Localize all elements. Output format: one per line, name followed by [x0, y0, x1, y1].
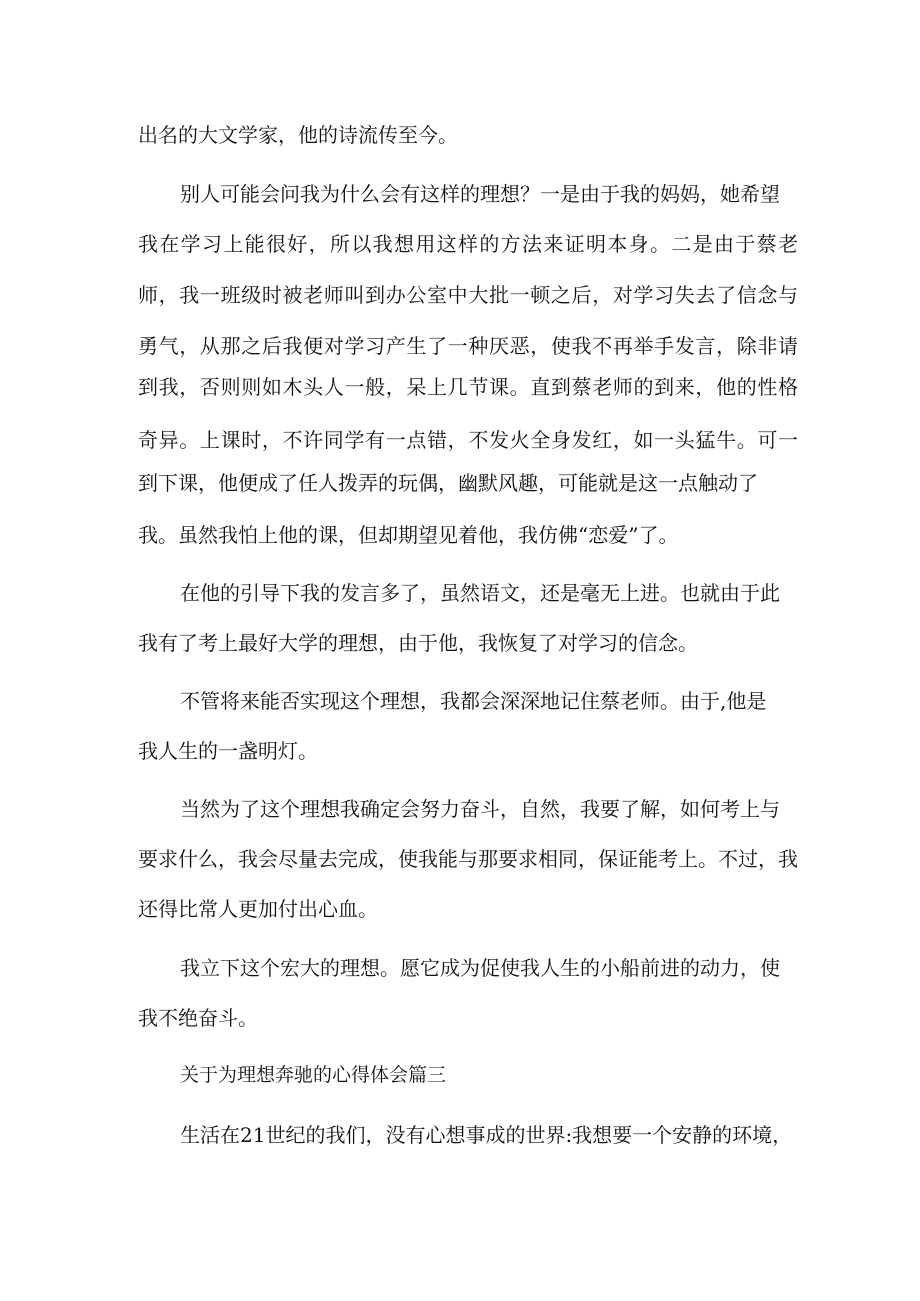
paragraph-line: 我人生的一盏明灯。: [138, 739, 318, 763]
paragraph-line: 要求什么，我会尽量去完成，使我能与那要求相同，保证能考上。不过，我: [138, 847, 798, 871]
paragraph-line: 到我，否则则如木头人一般，呆上几节课。直到蔡老师的到来，他的性格: [138, 375, 798, 399]
paragraph-line: 到下课，他便成了任人拨弄的玩偶，幽默风趣，可能就是这一点触动了: [138, 471, 758, 495]
paragraph-line: 奇异。上课时，不许同学有一点错，不发火全身发红，如一头猛牛。可一: [138, 428, 798, 452]
paragraph-line: 我立下这个宏大的理想。愿它成为促使我人生的小船前进的动力，使: [180, 956, 780, 980]
paragraph-line: 我有了考上最好大学的理想，由于他，我恢复了对学习的信念。: [138, 631, 698, 655]
section-heading: 关于为理想奔驰的心得体会篇三: [180, 1064, 447, 1086]
paragraph-line: 在他的引导下我的发言多了，虽然语文，还是毫无上进。也就由于此: [180, 581, 780, 605]
paragraph-line: 我。虽然我怕上他的课，但却期望见着他，我仿佛“恋爱”了。: [138, 523, 679, 547]
paragraph-line: 还得比常人更加付出心血。: [138, 897, 378, 921]
paragraph-line: 我不绝奋斗。: [138, 1006, 258, 1030]
paragraph-line: 别人可能会问我为什么会有这样的理想？一是由于我的妈妈，她希望: [180, 182, 780, 206]
paragraph-line: 我在学习上能很好，所以我想用这样的方法来证明本身。二是由于蔡老: [138, 232, 798, 256]
paragraph-line: 出名的大文学家，他的诗流传至今。: [138, 123, 458, 147]
paragraph-line: 师，我一班级时被老师叫到办公室中大批一顿之后，对学习失去了信念与: [138, 283, 798, 307]
paragraph-line: 不管将来能否实现这个理想，我都会深深地记住蔡老师。由于,他是: [180, 689, 767, 713]
paragraph-line: 生活在21世纪的我们，没有心想事成的世界:我想要一个安静的环境，: [180, 1123, 793, 1147]
paragraph-line: 勇气，从那之后我便对学习产生了一种厌恶，使我不再举手发言，除非请: [138, 334, 798, 358]
paragraph-line: 当然为了这个理想我确定会努力奋斗，自然，我要了解，如何考上与: [180, 797, 780, 821]
